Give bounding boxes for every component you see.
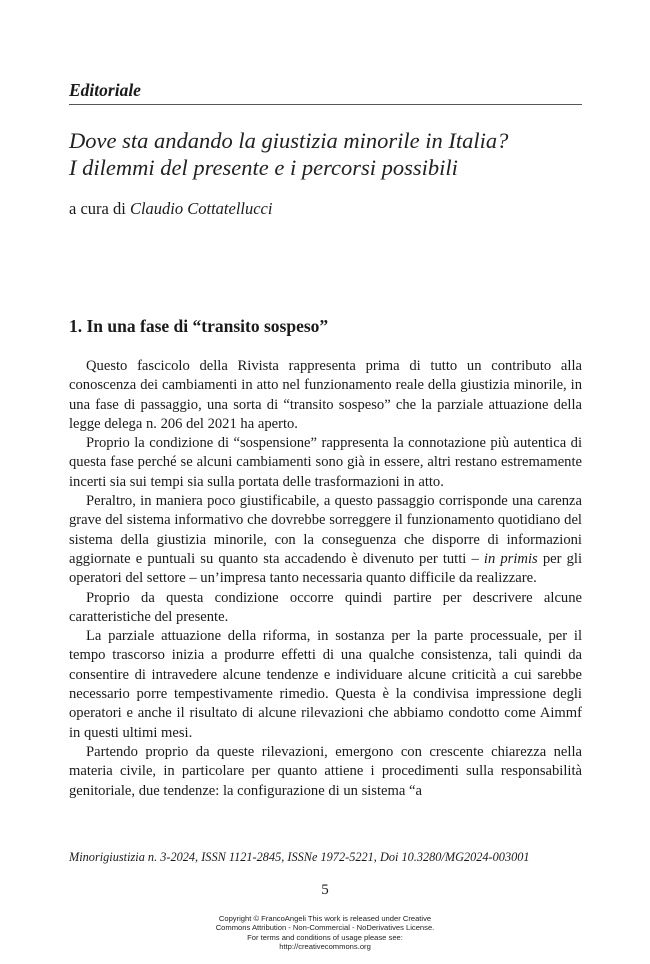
page-number: 5 (321, 882, 329, 898)
curator-name: Claudio Cottatellucci (129, 199, 273, 218)
license-line: For terms and conditions of usage please see: (247, 932, 403, 942)
journal-citation: Minorigiustizia n. 3-2024, ISSN 1121-2845, ISSNe 1972-5221, Doi 10.3280/MG2024-003001 (69, 850, 530, 864)
paragraph: Proprio da questa condizione occorre quindi partire per descrivere alcune caratteristiche del presente. (69, 589, 582, 625)
paragraph-text: per gli operatori del settore – un’impresa tanto necessaria quanto difficile da realizzare. (69, 550, 582, 587)
paragraph: La parziale attuazione della riforma, in sostanza per la parte processuale, per il tempo trascorso inizia a produrre effetti di una qualche consistenza, tali quindi da consentire di intravedere alcune tendenze e individuare alcune criticità a cui sarebbe necessario porre tempestivamente rimedio. Questa è la condivisa impressione degli operatori e anche il risultato di alcune rilevazioni che abbiamo condotto come Aimmf in questi ultimi mesi. (69, 628, 582, 741)
article-title (69, 127, 589, 181)
paragraph: Questo fascicolo della Rivista rappresenta prima di tutto un contributo alla conoscenza dei cambiamenti in atto nel funzionamento reale della giustizia minorile, in una fase di passaggio, una sorta di “transito sospeso” che la parziale attuazione della legge delega n. 206 del 2021 ha aperto. (69, 358, 582, 432)
title-line: I dilemmi del presente e i percorsi possibili (69, 155, 458, 180)
license-notice (0, 914, 650, 951)
paragraph-text: Peraltro, in maniera poco giustificabile, a questo passaggio corrisponde una carenza grave del sistema informativo che dovrebbe sorreggere il funzionamento quotidiano del sistema della giustizia minorile, con la conseguenza che disporre di informazioni aggiornate e puntuali su quanto sta accadendo è divenuto per tutti – (69, 493, 582, 567)
license-line: Copyright © FrancoAngeli This work is released under Creative (218, 914, 432, 923)
license-line: Commons Attribution - Non-Commercial - NoDerivatives License. (215, 923, 435, 933)
curator-prefix: a cura di (69, 199, 126, 218)
paragraph: Partendo proprio da queste rilevazioni, emergono con crescente chiarezza nella materia civile, in particolare per quanto attiene i procedimenti sulla responsabilità genitoriale, due tendenze: la configurazione di un sistema “a (69, 743, 582, 799)
section-heading: 1. In una fase di “transito sospeso” (69, 316, 329, 336)
header-rule (69, 104, 582, 105)
curator-line (69, 199, 272, 219)
italic-phrase: in primis (483, 550, 538, 567)
paragraph: Proprio la condizione di “sospensione” rappresenta la connotazione più autentica di questa fase perché se alcuni cambiamenti sono già in essere, altri restano estremamente incerti sia sui tempi sia sulla portata delle trasformazioni in atto. (69, 435, 582, 490)
title-line: Dove sta andando la giustizia minorile in Italia? (69, 128, 509, 153)
license-link[interactable]: http://creativecommons.org (279, 941, 371, 951)
body-text (69, 357, 582, 801)
section-label: Editoriale (69, 80, 141, 100)
paragraph (69, 492, 582, 588)
